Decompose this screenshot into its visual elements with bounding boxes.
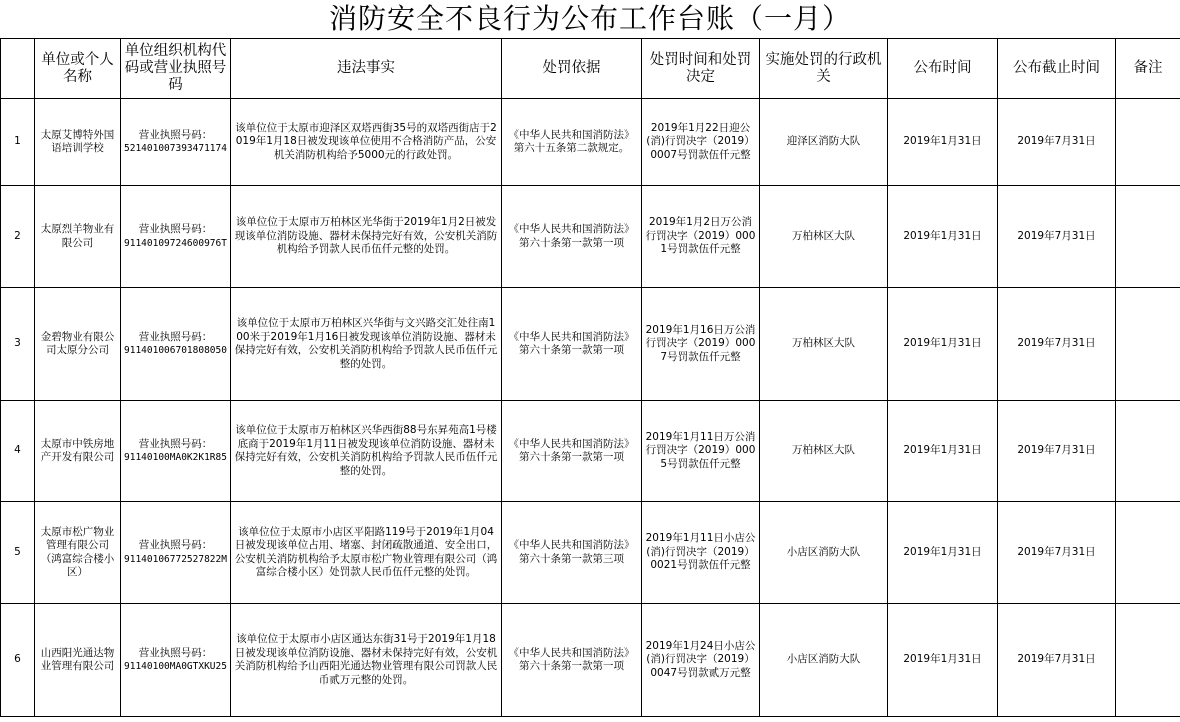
cell-code: [121, 502, 231, 604]
cell-deadline: 2019年7月31日: [998, 502, 1116, 604]
cell-basis: 《中华人民共和国消防法》第六十条第一款第三项: [502, 502, 642, 604]
cell-organ: 万柏林区大队: [760, 401, 888, 502]
cell-no: 6: [1, 604, 35, 717]
cell-name: 太原烈羊物业有限公司: [35, 186, 121, 288]
cell-deadline: 2019年7月31日: [998, 604, 1116, 717]
cell-organ: 小店区消防大队: [760, 502, 888, 604]
cell-code: [121, 186, 231, 288]
code-label: 营业执照号码：: [138, 330, 213, 343]
table-row: [1, 288, 1180, 401]
header-remark: 备注: [1116, 39, 1180, 99]
cell-publish: 2019年1月31日: [888, 186, 998, 288]
cell-code: [121, 604, 231, 717]
cell-remark: [1116, 502, 1180, 604]
cell-decision: 2019年1月22日迎公(消)行罚决字（2019）0007号罚款伍仟元整: [642, 99, 760, 186]
cell-decision: 2019年1月11日万公消行罚决字（2019）0005号罚款伍仟元整: [642, 401, 760, 502]
cell-remark: [1116, 604, 1180, 717]
cell-basis: 《中华人民共和国消防法》第六十五条第二款规定。: [502, 99, 642, 186]
cell-name: 山西阳光通达物业管理有限公司: [35, 604, 121, 717]
cell-decision: 2019年1月16日万公消行罚决字（2019）0007号罚款伍仟元整: [642, 288, 760, 401]
header-organ: 实施处罚的行政机关: [760, 39, 888, 99]
code-label: 营业执照号码：: [138, 437, 213, 450]
table-row: [1, 401, 1180, 502]
cell-publish: 2019年1月31日: [888, 401, 998, 502]
cell-fact: 该单位位于太原市小店区平阳路119号于2019年1月04日被发现该单位占用、堵塞、封闭疏散通道、安全出口，公安机关消防机构给予太原市松广物业管理有限公司（鸿富综合楼小区）处罚款人民币伍仟元整的处罚。: [231, 502, 502, 604]
cell-name: 金碧物业有限公司太原分公司: [35, 288, 121, 401]
document-title: 消防安全不良行为公布工作台账（一月）: [328, 2, 851, 35]
cell-basis: 《中华人民共和国消防法》第六十条第一款第一项: [502, 288, 642, 401]
cell-organ: 万柏林区大队: [760, 288, 888, 401]
header-basis: 处罚依据: [502, 39, 642, 99]
cell-no: 5: [1, 502, 35, 604]
cell-no: 2: [1, 186, 35, 288]
cell-name: 太原市松广物业管理有限公司（鸿富综合楼小区）: [35, 502, 121, 604]
cell-decision: 2019年1月24日小店公(消)行罚决字（2019）0047号罚款贰万元整: [642, 604, 760, 717]
cell-remark: [1116, 401, 1180, 502]
cell-publish: 2019年1月31日: [888, 288, 998, 401]
code-value: 91140100MA0GTXKU25: [124, 661, 227, 672]
table-row: [1, 186, 1180, 288]
code-value: 91140100MA0K2K1R85: [124, 452, 227, 463]
cell-basis: 《中华人民共和国消防法》第六十条第一款第一项: [502, 186, 642, 288]
cell-no: 1: [1, 99, 35, 186]
cell-remark: [1116, 99, 1180, 186]
table-row: [1, 99, 1180, 186]
cell-remark: [1116, 288, 1180, 401]
cell-name: 太原市中铁房地产开发有限公司: [35, 401, 121, 502]
cell-no: 4: [1, 401, 35, 502]
code-label: 营业执照号码：: [138, 539, 213, 551]
code-label: 营业执照号码：: [138, 223, 213, 235]
cell-publish: 2019年1月31日: [888, 604, 998, 717]
cell-publish: 2019年1月31日: [888, 502, 998, 604]
cell-fact: 该单位位于太原市万柏林区兴华街与文兴路交汇处往南100米于2019年1月16日被发现该单位消防设施、器材未保持完好有效，公安机关消防机构给予罚款人民币伍仟元整的处罚。: [231, 288, 502, 401]
cell-decision: 2019年1月2日万公消行罚决字（2019）0001号罚款伍仟元整: [642, 186, 760, 288]
cell-basis: 《中华人民共和国消防法》第六十条第一款第一项: [502, 604, 642, 717]
header-no: [1, 39, 35, 99]
code-value: 911401006701808050: [124, 345, 227, 356]
cell-organ: 小店区消防大队: [760, 604, 888, 717]
header-fact: 违法事实: [231, 39, 502, 99]
code-value: 91140109724600976T: [124, 237, 227, 249]
cell-fact: 该单位位于太原市万柏林区光华街于2019年1月2日被发现该单位消防设施、器材未保持完好有效，公安机关消防机构给予罚款人民币伍仟元整的处罚。: [231, 186, 502, 288]
header-deadline: 公布截止时间: [998, 39, 1116, 99]
table-row: [1, 604, 1180, 717]
header-code: 单位组织机构代码或营业执照号码: [121, 39, 231, 99]
cell-no: 3: [1, 288, 35, 401]
code-value: 91140106772527822M: [124, 553, 227, 565]
cell-code: [121, 99, 231, 186]
code-label: 营业执照号码：: [138, 128, 213, 141]
cell-publish: 2019年1月31日: [888, 99, 998, 186]
penalty-ledger-table: [0, 38, 1180, 717]
cell-deadline: 2019年7月31日: [998, 186, 1116, 288]
table-row: [1, 502, 1180, 604]
header-name: 单位或个人名称: [35, 39, 121, 99]
header-publish: 公布时间: [888, 39, 998, 99]
cell-fact: 该单位位于太原市万柏林区兴华西街88号东昇苑高1号楼底商于2019年1月11日被发现该单位消防设施、器材未保持完好有效，公安机关消防机构给予罚款人民币伍仟元整的处罚。: [231, 401, 502, 502]
cell-fact: 该单位位于太原市迎泽区双塔西街35号的双塔西街店于2019年1月18日被发现该单位使用不合格消防产品，公安机关消防机构给予5000元的行政处罚。: [231, 99, 502, 186]
cell-organ: 万柏林区大队: [760, 186, 888, 288]
cell-decision: 2019年1月11日小店公(消)行罚决字（2019）0021号罚款伍仟元整: [642, 502, 760, 604]
table-header-row: [1, 39, 1180, 99]
cell-code: [121, 401, 231, 502]
cell-remark: [1116, 186, 1180, 288]
cell-organ: 迎泽区消防大队: [760, 99, 888, 186]
cell-code: [121, 288, 231, 401]
code-label: 营业执照号码：: [138, 646, 213, 659]
cell-basis: 《中华人民共和国消防法》第六十条第一款第一项: [502, 401, 642, 502]
code-value: 521401007393471174: [124, 143, 227, 154]
cell-fact: 该单位位于太原市小店区通达东街31号于2019年1月18日被发现该单位消防设施、器材未保持完好有效，公安机关消防机构给予山西阳光通达物业管理有限公司罚款人民币贰万元整的处罚。: [231, 604, 502, 717]
cell-name: 太原艾博特外国语培训学校: [35, 99, 121, 186]
cell-deadline: 2019年7月31日: [998, 99, 1116, 186]
cell-deadline: 2019年7月31日: [998, 288, 1116, 401]
header-decision: 处罚时间和处罚决定: [642, 39, 760, 99]
cell-deadline: 2019年7月31日: [998, 401, 1116, 502]
